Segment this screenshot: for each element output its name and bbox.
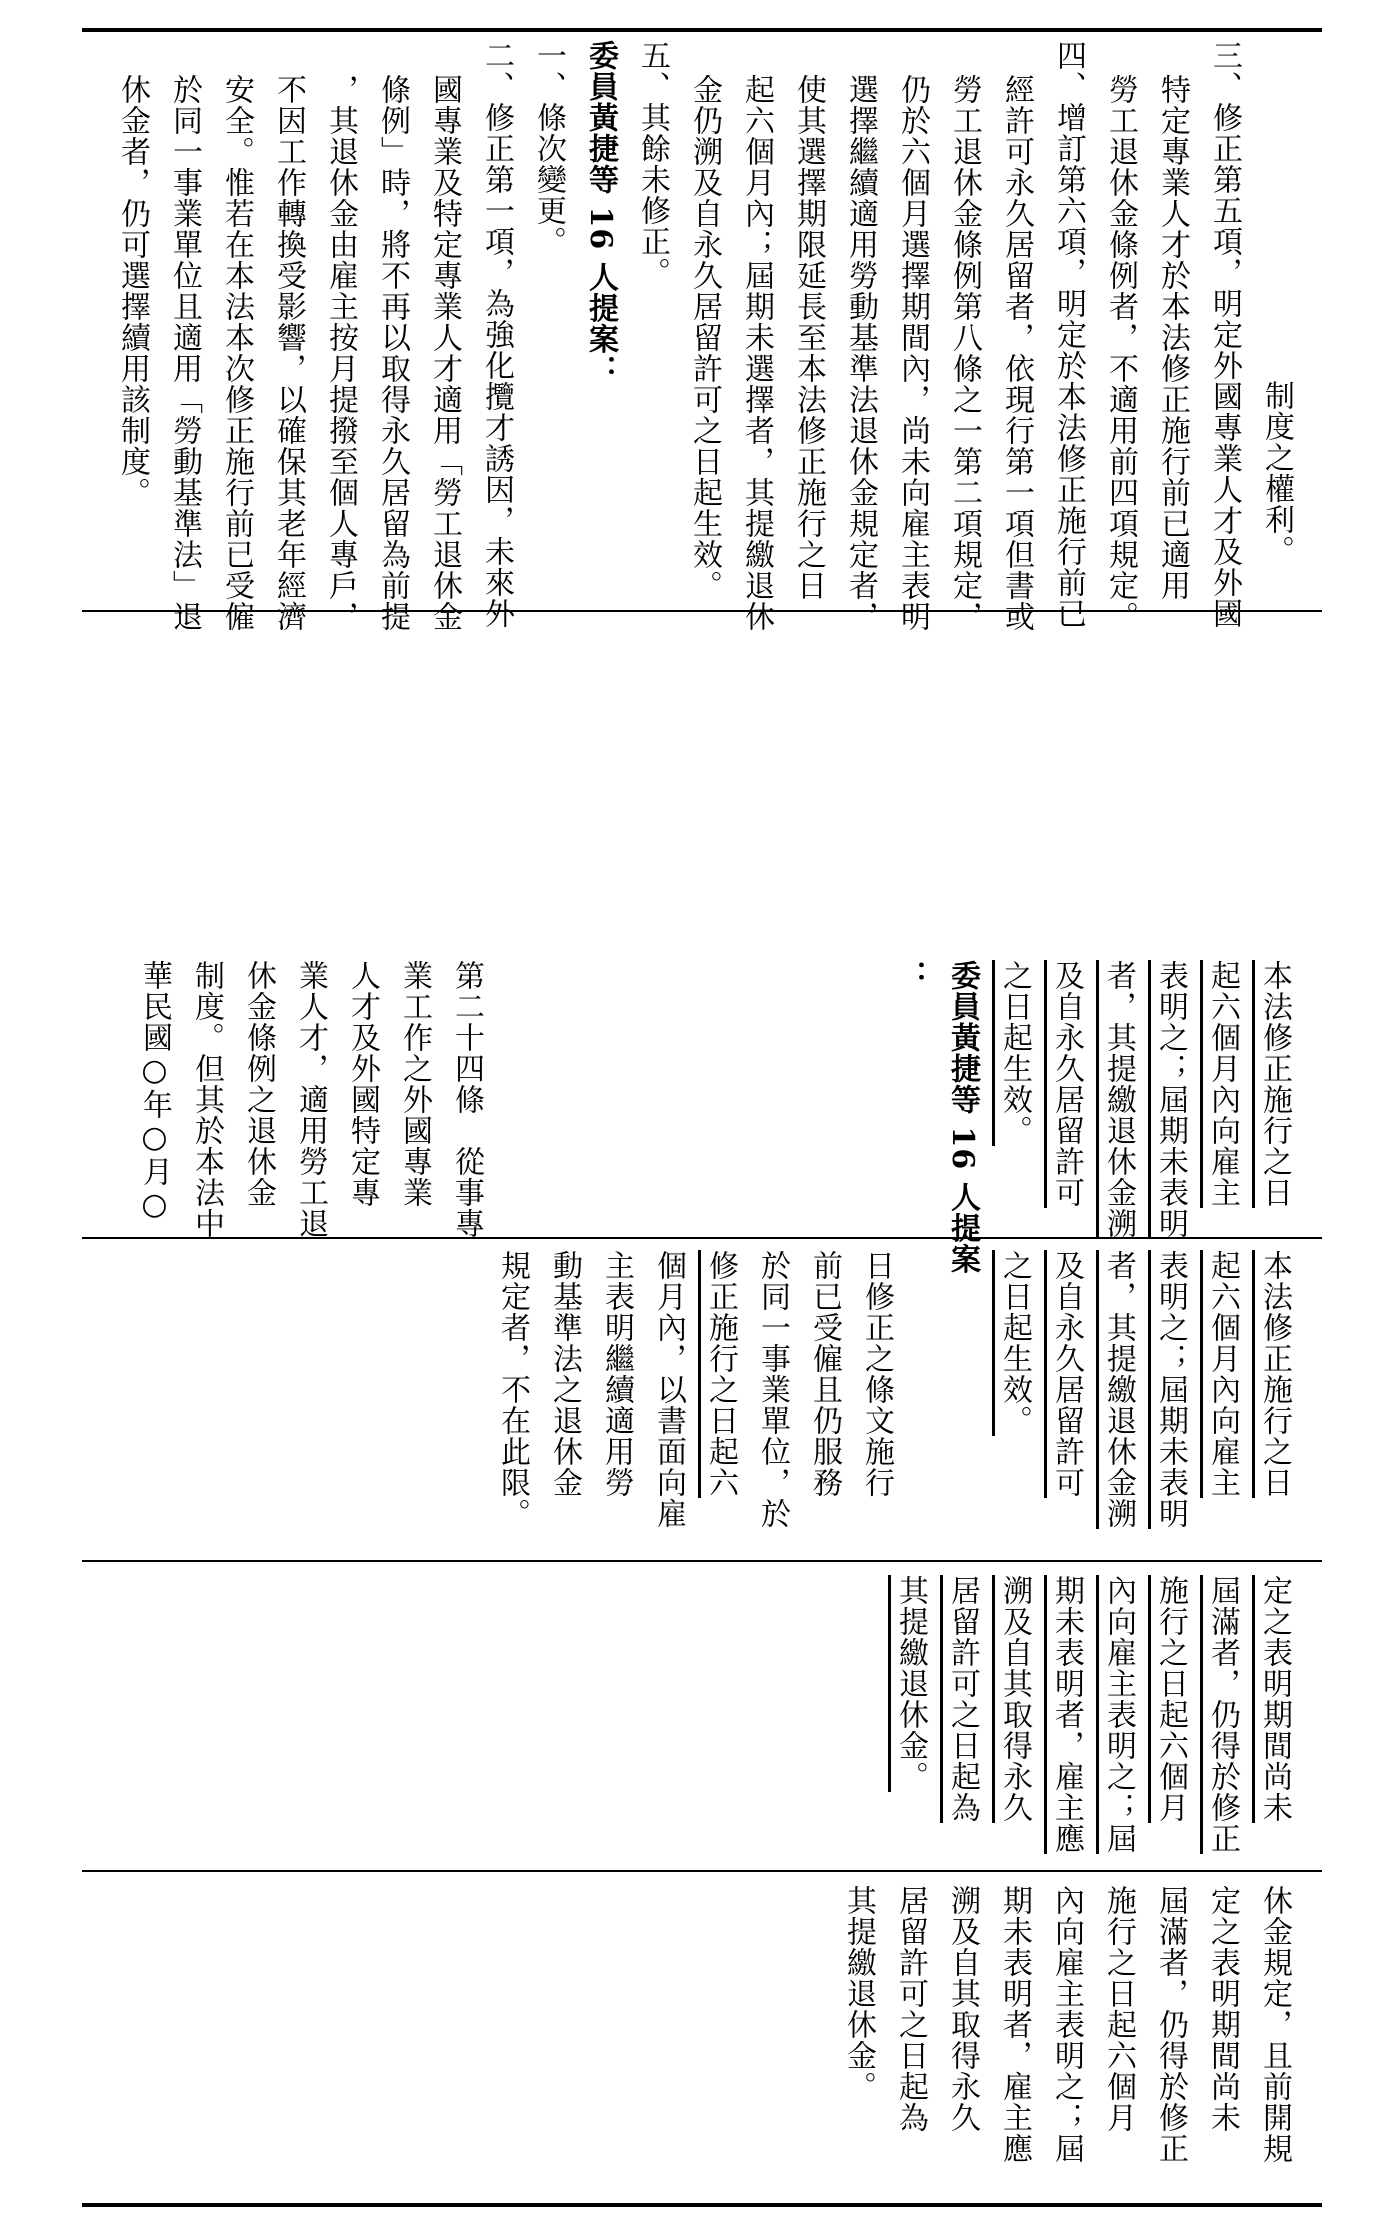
explanation-line: 勞工退休金條例者，不適用前四項規定。 xyxy=(1103,74,1138,632)
article-line: 修正施行之日起六 xyxy=(703,1250,738,1498)
explanation-column xyxy=(82,40,1302,632)
current-line: 定之表明期間尚未 xyxy=(1205,1885,1240,2133)
article-continuation-column xyxy=(82,1250,902,1550)
current-line: 其提繳退休金。 xyxy=(841,1885,876,2102)
executive-line: 居留許可之日起為 xyxy=(945,1575,980,1823)
current-line: 施行之日起六個月 xyxy=(1101,1885,1136,2133)
proposal-line: 者，其提繳退休金溯 xyxy=(1101,960,1136,1239)
executive-line: 定之表明期間尚未 xyxy=(1257,1575,1292,1823)
executive-column xyxy=(820,1575,1300,1865)
executive-line: 期未表明者，雇主應 xyxy=(1049,1575,1084,1854)
explanation-line: 三、修正第五項，明定外國專業人才及外國 xyxy=(1207,40,1242,629)
proposer-heading: 委員黃捷等 16 人提案： xyxy=(583,40,618,386)
article-line: 休金條例之退休金 xyxy=(241,960,276,1208)
executive-line: 屆滿者，仍得於修正 xyxy=(1205,1575,1240,1854)
explanation-line: 特定專業人才於本法修正施行前已適用 xyxy=(1155,74,1190,601)
explanation-line: 起六個月內；屆期未選擇者，其提繳退休 xyxy=(739,74,774,632)
row-separator-4 xyxy=(82,1870,1322,1872)
article-line: 人才及外國特定專 xyxy=(345,960,380,1208)
article-line: 業人才，適用勞工退 xyxy=(293,960,328,1239)
mid-line: 起六個月內向雇主 xyxy=(1205,1250,1240,1498)
explanation-line: 使其選擇期限延長至本法修正施行之日 xyxy=(791,74,826,601)
explanation-line: 於同一事業單位且適用「勞動基準法」退 xyxy=(167,74,202,632)
article-line: 日修正之條文施行 xyxy=(859,1250,894,1498)
article-column xyxy=(82,960,492,1239)
explanation-line: 休金者，仍可選擇續用該制度。 xyxy=(115,74,150,508)
current-line: 溯及自其取得永久 xyxy=(945,1885,980,2133)
article-line: 個月內，以書面向雇 xyxy=(651,1250,686,1529)
article-line: 制度。但其於本法中 xyxy=(189,960,224,1239)
mid-line: 者，其提繳退休金溯 xyxy=(1101,1250,1136,1529)
proposer-label: 委員黃捷等 16 人提案 xyxy=(945,960,980,1275)
article-line: 於同一事業單位，於 xyxy=(755,1250,790,1529)
mid-line: 本法修正施行之日 xyxy=(1257,1250,1292,1498)
mid-line: 表明之；屆期未表明 xyxy=(1153,1250,1188,1529)
executive-line: 內向雇主表明之；屆 xyxy=(1101,1575,1136,1854)
proposal-line: 本法修正施行之日 xyxy=(1257,960,1292,1208)
explanation-line: 選擇繼續適用勞動基準法退休金規定者， xyxy=(843,74,878,632)
proposal-line: 及自永久居留許可 xyxy=(1049,960,1084,1208)
current-line: 屆滿者，仍得於修正 xyxy=(1153,1885,1188,2164)
article-line: 前已受僱且仍服務 xyxy=(807,1250,842,1498)
article-line: 動基準法之退休金 xyxy=(547,1250,582,1498)
executive-line: 施行之日起六個月 xyxy=(1153,1575,1188,1823)
current-line: 期未表明者，雇主應 xyxy=(997,1885,1032,2164)
explanation-line: 二、修正第一項，為強化攬才誘因，未來外 xyxy=(479,40,514,629)
explanation-line: 四、增訂第六項，明定於本法修正施行前已 xyxy=(1051,40,1086,629)
explanation-line: 制度之權利。 xyxy=(1259,380,1294,566)
current-line: 居留許可之日起為 xyxy=(893,1885,928,2133)
explanation-line: 仍於六個月選擇期間內，尚未向雇主表明 xyxy=(895,74,930,632)
explanation-line: 安全。惟若在本法本次修正施行前已受僱 xyxy=(219,74,254,632)
executive-line: 其提繳退休金。 xyxy=(893,1575,928,1792)
explanation-line: 不因工作轉換受影響，以確保其老年經濟 xyxy=(271,74,306,632)
article-line: 主表明繼續適用勞 xyxy=(599,1250,634,1498)
mid-column xyxy=(920,1250,1300,1550)
explanation-line: 金仍溯及自永久居留許可之日起生效。 xyxy=(687,74,722,601)
proposal-line: 表明之；屆期未表明 xyxy=(1153,960,1188,1239)
proposal-line: 之日起生效。 xyxy=(997,960,1032,1146)
article-line: 業工作之外國專業 xyxy=(397,960,432,1208)
current-law-column xyxy=(820,1885,1300,2195)
mid-line: 及自永久居留許可 xyxy=(1049,1250,1084,1498)
explanation-line: 經許可永久居留者，依現行第一項但書或 xyxy=(999,74,1034,632)
current-line: 休金規定，且前開規 xyxy=(1257,1885,1292,2164)
article-line: 規定者，不在此限。 xyxy=(495,1250,530,1529)
executive-line: 溯及自其取得永久 xyxy=(997,1575,1032,1823)
current-line: 內向雇主表明之；屆 xyxy=(1049,1885,1084,2164)
explanation-line: 五、其餘未修正。 xyxy=(635,40,670,288)
row-separator-3 xyxy=(82,1560,1322,1562)
explanation-line: 勞工退休金條例第八條之一第二項規定， xyxy=(947,74,982,632)
bottom-border-rule xyxy=(82,2203,1322,2207)
article-line: 第二十四條 從事專 xyxy=(449,960,484,1239)
proposer-colon: ： xyxy=(893,960,928,991)
top-border-rule xyxy=(82,28,1322,32)
proposal-line: 起六個月內向雇主 xyxy=(1205,960,1240,1208)
explanation-line: 條例」時，將不再以取得永久居留為前提 xyxy=(375,74,410,632)
explanation-line: ，其退休金由雇主按月提撥至個人專戶， xyxy=(323,74,358,632)
proposal-column xyxy=(420,960,1300,1275)
explanation-line: 國專業及特定專業人才適用「勞工退休金 xyxy=(427,74,462,632)
article-line: 華民國○年○月○ xyxy=(137,960,172,1223)
mid-line: 之日起生效。 xyxy=(997,1250,1032,1436)
explanation-line: 一、條次變更。 xyxy=(531,40,566,257)
